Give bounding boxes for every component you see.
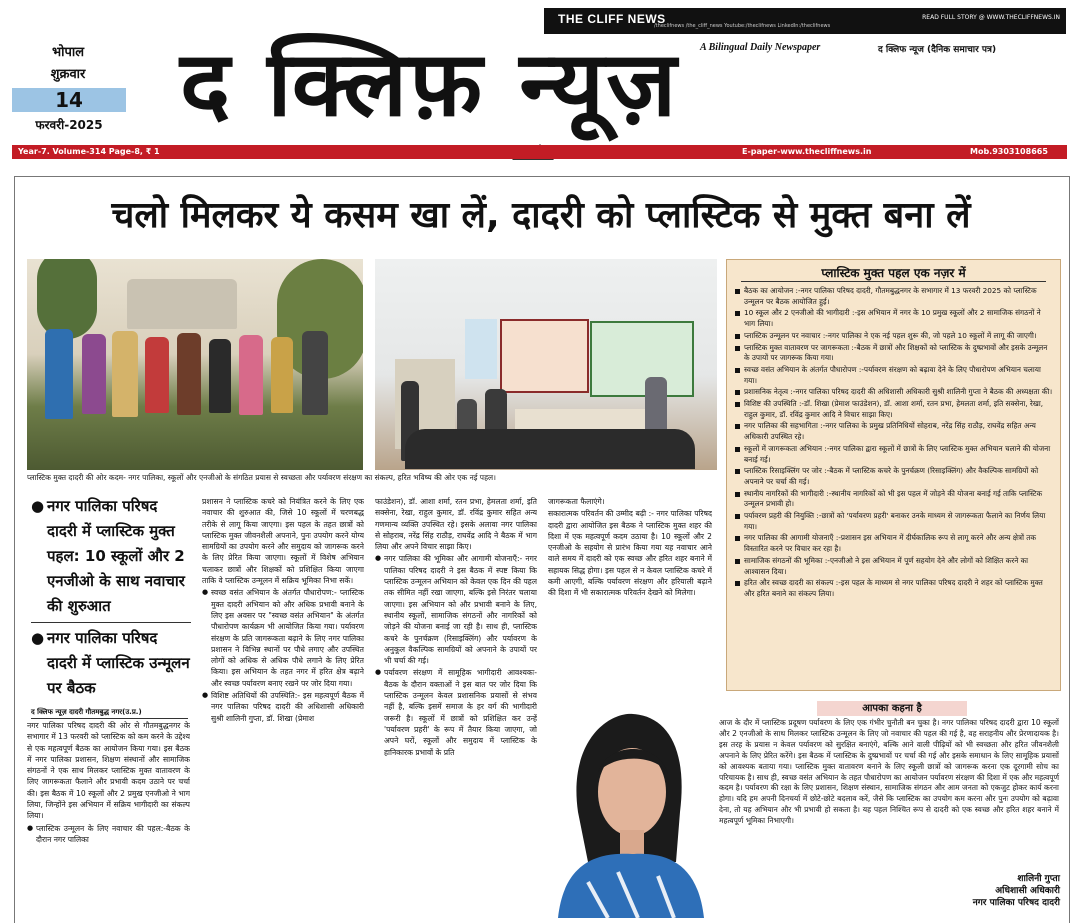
edition-month-year: फरवरी-2025	[35, 118, 103, 132]
paragraph: सकारात्मक परिवर्तन की उम्मीद बढ़ी :- नगर पालिका परिषद दादरी द्वारा आयोजित इस बैठक ने प्लास्टिक मुक्त शहर की दिशा में एक महत्वपूर्ण कदम उठाया है। 10 स्कूलों और 2 एनजीओ के सहयोग से प्रारंभ किया गया यह नवाचार आने वाले समय में दादरी को एक स्वच्छ और हरित शहर बनाने में सहायक सिद्ध होगा। इस पहल से न केवल प्लास्टिक कचरे में कमी आएगी, बल्कि पर्यावरण संरक्षण और हरियाली बढ़ाने की दिशा में भी सकारात्मक परिवर्तन देखने को मिलेगा।	[548, 509, 712, 598]
summary-item: पर्यावरण प्रहरी की नियुक्ति :-छात्रों को 'पर्यावरण प्रहरी' बनाकर उनके माध्यम से जागरूकता फैलाने का निर्णय लिया गया।	[735, 511, 1053, 532]
article-headline: चलो मिलकर ये कसम खा लें, दादरी को प्लास्टिक से मुक्त बना लें	[111, 195, 971, 236]
edition-date: 14	[12, 88, 126, 112]
tagline: A Bilingual Daily Newspaper	[700, 42, 821, 53]
summary-item: प्लास्टिक मुक्त वातावरण पर जागरूकता :-बैठक में छात्रों और शिक्षकों को प्लास्टिक के दुष्प्रभावों और इसके उन्मूलन के उपायों पर जागरूक किया गया।	[735, 343, 1053, 364]
author-designation: अधिशासी अधिकारी	[995, 886, 1060, 896]
banner-read-full-link[interactable]: READ FULL STORY @ WWW.THECLIFFNEWS.IN	[922, 14, 1060, 21]
summary-item: स्वच्छ वसंत अभियान के अंतर्गत पौधारोपण :-पर्यावरण संरक्षण को बढ़ावा देने के लिए पौधारोपण अभियान चलाया गया।	[735, 365, 1053, 386]
opinion-title: आपका कहना है	[817, 701, 967, 716]
volume-info: Year-7. Volume-314 Page-8, ₹ 1	[18, 147, 160, 156]
subhead-1: ● नगर पालिका परिषद दादरी में प्लास्टिक मुक्त पहल: 10 स्कूलों और 2 एनजीओ के साथ नवाचार की शुरुआत	[31, 494, 191, 619]
event-photo-outdoor	[27, 259, 363, 470]
summary-box-divider	[741, 281, 1046, 282]
paragraph: ● स्वच्छ वसंत अभियान के अंतर्गत पौधारोपण:- प्लास्टिक मुक्त दादरी अभियान को और अधिक प्रभावी बनाने के लिए इस अवसर पर "स्वच्छ वसंत अभियान" के अंतर्गत पौधारोपण कार्यक्रम भी आयोजित किया गया। पर्यावरण संरक्षण के प्रति जागरूकता बढ़ाने के लिए नगर पालिका प्रशासन ने विभिन्न स्थानों पर पौधे लगाए और उपस्थित लोगों को अधिक से अधिक पौधे लगाने के लिए प्रेरित किया। इस अभियान के तहत नगर में हरित क्षेत्र बढ़ाने और स्वच्छ पर्यावरण बनाए रखने पर जोर दिया गया।	[202, 587, 364, 689]
opinion-signature	[900, 873, 1060, 909]
summary-item: हरित और स्वच्छ दादरी का संकल्प :-इस पहल के माध्यम से नगर पालिका परिषद दादरी ने शहर को प्लास्टिक मुक्त और हरित बनाने का संकल्प लिया।	[735, 578, 1053, 599]
photo-caption: प्लास्टिक मुक्त दादरी की ओर कदम- नगर पालिका, स्कूलों और एनजीओ के संगठित प्रयास से स्वच्छता और पर्यावरण संरक्षण का संकल्प, हरित भविष्य की ओर एक नई पहल।	[27, 473, 496, 482]
summary-item: स्कूलों में जागरूकता अभियान :-नगर पालिका द्वारा स्कूलों में छात्रों के लिए प्लास्टिक मुक्त अभियान चलाने की योजना बनाई गई।	[735, 444, 1053, 465]
summary-box	[726, 259, 1061, 691]
mobile-number: Mob.9303108665	[970, 147, 1048, 156]
summary-item: प्लास्टिक रिसाइक्लिंग पर जोर :-बैठक में प्लास्टिक कचरे के पुनर्चक्रण (रिसाइक्लिंग) और वैकल्पिक सामग्रियों को अपनाने पर चर्चा की गई।	[735, 466, 1053, 487]
info-bar	[12, 145, 1067, 159]
article-column-1	[27, 720, 190, 920]
event-photo-meeting-hall	[375, 259, 717, 470]
subhead-2: ● नगर पालिका परिषद दादरी में प्लास्टिक उन्मूलन पर बैठक	[31, 626, 191, 701]
opinion-text: आज के दौर में प्लास्टिक प्रदूषण पर्यावरण के लिए एक गंभीर चुनौती बन चुका है। नगर पालिका परिषद दादरी द्वारा 10 स्कूलों और 2 एनजीओ के साथ मिलकर प्लास्टिक उन्मूलन के लिए जो नवाचार की पहल की गई है, वह सराहनीय और प्रेरणादायक है। इस तरह के प्रयास न केवल पर्यावरण को सुरक्षित बनाएंगे, बल्कि आने वाली पीढ़ियों को भी स्वच्छता और हरित जीवनशैली अपनाने के लिए प्रेरित करेंगे। इस बैठक में प्लास्टिक के दुष्प्रभावों पर चर्चा की गई और इसके समाधान के लिए सामूहिक प्रयासों को आवश्यक बताया गया। प्लास्टिक मुक्त वातावरण बनाने के लिए स्कूली छात्रों को जागरूक करना एक दूरगामी सोच का परिचायक है। साथ ही, स्वच्छ वसंत अभियान के तहत पौधारोपण का आयोजन पर्यावरण संरक्षण की दिशा में एक और महत्वपूर्ण कदम है। पर्यावरण की रक्षा के लिए प्रशासन, शिक्षण संस्थान, सामाजिक संगठन और आम जनता को एकजुट होकर कार्य करना होगा। यदि हम अपनी दिनचर्या में छोटे-छोटे बदलाव करें, जैसे कि प्लास्टिक का उपयोग कम करना और पुनः उपयोग को बढ़ावा देना, तो यह अभियान और भी प्रभावी हो सकता है। यह पहल निश्चित रूप से दादरी को एक स्वच्छ और हरित शहर बनाने में महत्वपूर्ण भूमिका निभाएगी।	[719, 718, 1059, 826]
paragraph: जागरूकता फैलाएंगे।	[548, 497, 605, 506]
paragraph: नगर पालिका परिषद दादरी की ओर से गौतमबुद्धनगर के सभागार में 13 फरवरी को प्लास्टिक को कम करने के उद्देश्य से एक महत्वपूर्ण बैठक का आयोजन किया गया। इस बैठक में नगर पालिका प्रशासन, शिक्षण संस्थानों और सामाजिक संगठनों ने एक साथ मिलकर प्लास्टिक मुक्त वातावरण के लिए जागरूकता फैलाने और प्रभावी कदम उठाने पर चर्चा की। इस बैठक में 10 स्कूलों और 2 प्रमुख एनजीओ ने भाग लिया, जिन्होंने इस अभियान में सक्रिय भागीदारी का संकल्प लिया।	[27, 721, 190, 821]
summary-item: विशिष्ट की उपस्थिति :-डॉ. शिखा (प्रेमाश फाउंडेशन), डॉ. आशा शर्मा, रतन प्रभा, हेमलता शर्मा, इति सक्सेना, रेखा, राहुल कुमार, डॉ. रविंद्र कुमार आदि ने विचार साझा किए।	[735, 399, 1053, 420]
banner-brand: THE CLIFF NEWS	[558, 12, 666, 26]
paragraph: ● प्लास्टिक उन्मूलन के लिए नवाचार की पहल:-बैठक के दौरान नगर पालिका	[27, 823, 190, 846]
author-organization: नगर पालिका परिषद दादरी	[972, 898, 1060, 908]
summary-item: प्लास्टिक उन्मूलन पर नवाचार :-नगर पालिका ने एक नई पहल शुरू की, जो पहले 10 स्कूलों में लागू की जाएगी।	[735, 331, 1053, 342]
paragraph: ● पर्यावरण संरक्षण में सामूहिक भागीदारी आवश्यकः- बैठक के दौरान वक्ताओं ने इस बात पर जोर दिया कि प्लास्टिक उन्मूलन केवल प्रशासनिक प्रयासों से संभव नहीं है, बल्कि इसमें समाज के हर वर्ग की भागीदारी जरूरी है। स्कूलों में छात्रों को प्रशिक्षित कर उन्हें 'पर्यावरण प्रहरी' के रूप में तैयार किया जाएगा, जो अपने घरों, स्कूलों और समुदाय में प्लास्टिक के हानिकारक प्रभावों के प्रति	[375, 667, 537, 757]
summary-box-title: प्लास्टिक मुक्त पहल एक नज़र में	[821, 266, 966, 280]
opinion-box	[717, 700, 1062, 860]
paragraph: ● विशिष्ट अतिथियों की उपस्थिति:- इस महत्वपूर्ण बैठक में नगर पालिका परिषद दादरी की अधिशासी अधिकारी सुश्री शालिनी गुप्ता, डॉ. शिखा (प्रेमाश	[202, 690, 364, 724]
summary-item: सामाजिक संगठनों की भूमिका :-एनजीओ ने इस अभियान में पूर्ण सहयोग देने और लोगों को शिक्षित करने का आश्वासन दिया।	[735, 556, 1053, 577]
edition-day: शुक्रवार	[50, 67, 86, 82]
hindi-subtitle: द क्लिफ न्यूज (दैनिक समाचार पत्र)	[878, 45, 997, 55]
paragraph: ● नगर पालिका की भूमिका और आगामी योजनाएँ:- नगर पालिका परिषद दादरी ने इस बैठक में स्पष्ट किया कि प्लास्टिक उन्मूलन अभियान को केवल एक दिन की पहल तक सीमित नहीं रखा जाएगा, बल्कि इसे निरंतर चलाया जाएगा। इस अभियान को और प्रभावी बनाने के लिए, स्थानीय स्कूलों, सामाजिक संगठनों और नागरिकों को जोड़ने की योजना बनाई जा रही है। साथ ही, प्लास्टिक कचरे के पुनर्चक्रण (रिसाइक्लिंग) और पर्यावरण के अनुकूल वैकल्पिक सामग्रियों को अपनाने के उपायों पर भी चर्चा की गई।	[375, 553, 537, 666]
summary-item: 10 स्कूल और 2 एनजीओ की भागीदारी :-इस अभियान में नगर के 10 प्रमुख स्कूलों और 2 सामाजिक संगठनों ने भाग लिया।	[735, 308, 1053, 329]
article-column-2	[202, 496, 364, 920]
paragraph: फाउंडेशन), डॉ. आशा शर्मा, रतन प्रभा, हेमलता शर्मा, इति सक्सेना, रेखा, राहुल कुमार, डॉ. रविंद्र कुमार सहित अन्य गणमान्य व्यक्ति उपस्थित रहे। इसके अलावा नगर पालिका से सोहराब, नरेंद्र सिंह राठौड़, राघवेंद्र आदि ने बैठक में भाग लिया और अपने विचार साझा किए।	[375, 497, 537, 552]
banner-social-links[interactable]: /theclifnews /the_cliff_news Youtube:/theclifnews LinkedIn:/theclifnews	[654, 23, 831, 29]
summary-item: बैठक का आयोजन :-नगर पालिका परिषद दादरी, गौतमबुद्धनगर के सभागार में 13 फरवरी 2025 को प्लास्टिक उन्मूलन पर बैठक आयोजित हुई।	[735, 286, 1053, 307]
summary-item: नगर पालिका की सहभागिता :-नगर पालिका के प्रमुख प्रतिनिधियों सोहराब, नरेंद्र सिंह राठौड़, राघवेंद्र सहित अन्य अधिकारी उपस्थित रहे।	[735, 421, 1053, 442]
article-column-4	[548, 496, 712, 690]
paragraph: प्रशासन ने प्लास्टिक कचरे को नियंत्रित करने के लिए एक नवाचार की शुरुआत की, जिसे 10 स्कूलों में चरणबद्ध तरीके से लागू किया जाएगा। इस पहल के तहत छात्रों को प्लास्टिक मुक्त जीवनशैली अपनाने, पुनः उपयोग करने योग्य सामग्रियों का उपयोग करने और समुदाय को जागरूक करने के लिए प्रेरित किया जाएगा। स्कूलों में विशेष अभियान चलाकर छात्रों और शिक्षकों को प्रशिक्षित किया जाएगा ताकि वे प्लास्टिक उन्मूलन में सक्रिय भूमिका निभा सकें।	[202, 497, 364, 586]
subhead-divider	[31, 622, 191, 623]
summary-item: नगर पालिका की आगामी योजनाएँ :-प्रशासन इस अभियान में दीर्घकालिक रूप से लागू करने और अन्य क्षेत्रों तक विस्तारित करने पर विचार कर रहा है।	[735, 533, 1053, 554]
article-column-3	[375, 496, 537, 920]
epaper-link[interactable]: E-paper-www.thecliffnews.in	[742, 147, 872, 156]
newspaper-title: द क्लिफ़ न्यूज़	[180, 32, 679, 137]
officer-portrait	[548, 692, 712, 918]
summary-list	[735, 286, 1053, 601]
edition-city: भोपाल	[51, 45, 85, 60]
subheads	[31, 494, 191, 701]
portrait-image	[548, 692, 712, 918]
dateline: द क्लिफ न्यूज़ दादरी गौतमबुद्ध नगर(उ.प्र.)	[31, 707, 188, 719]
summary-item: स्थानीय नागरिकों की भागीदारी :-स्थानीय नागरिकों को भी इस पहल में जोड़ने की योजना बनाई गई ताकि प्लास्टिक उन्मूलन प्रभावी हो।	[735, 489, 1053, 510]
author-name: शालिनी गुप्ता	[1017, 874, 1060, 884]
summary-item: प्रशासनिक नेतृत्व :-नगर पालिका परिषद दादरी की अधिशासी अधिकारी सुश्री शालिनी गुप्ता ने बैठक की अध्यक्षता की।	[735, 387, 1053, 398]
